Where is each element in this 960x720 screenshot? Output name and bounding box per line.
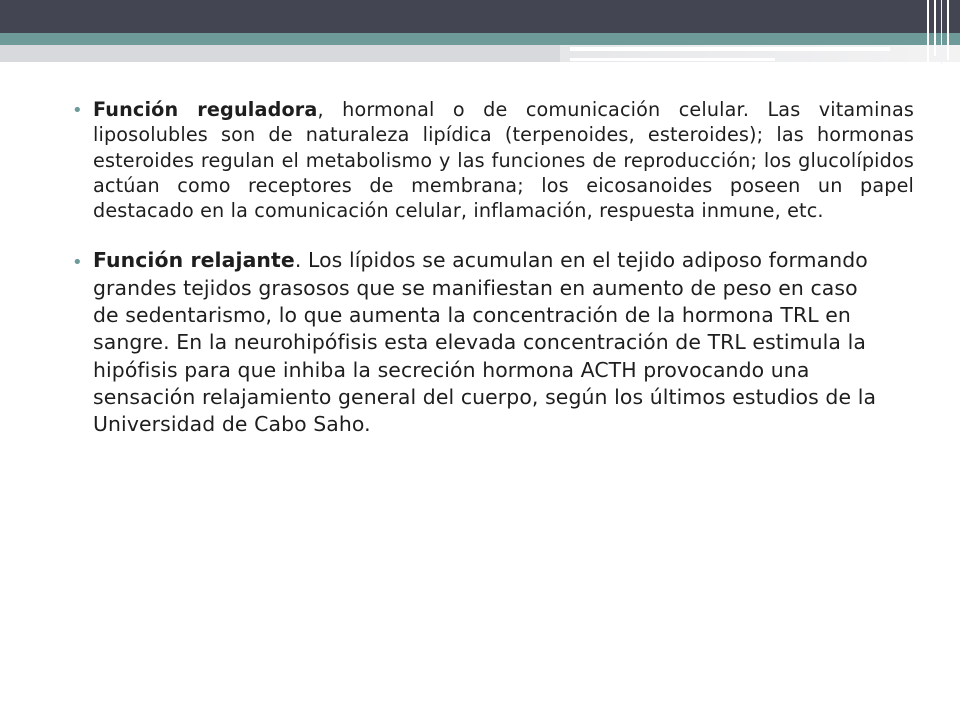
slide-body xyxy=(72,97,914,439)
item-text: , hormonal o de comunicación celular. Las vitaminas liposolubles son de naturaleza lipídica (terpenoides, esteroides); las hormonas esteroides regulan el metabolismo y las funciones de reproducción; los glucolípidos actúan como receptores de membrana; los eicosanoides poseen un papel destacado en la comunicación celular, inflamación, respuesta inmune, etc. xyxy=(93,98,914,223)
decorative-line xyxy=(941,0,942,64)
decorative-line xyxy=(927,0,929,64)
accent-band xyxy=(0,33,960,45)
header-band xyxy=(0,0,960,33)
bullet-icon: • xyxy=(72,252,83,274)
item-text: . Los lípidos se acumulan en el tejido adiposo formando grandes tejidos grasosos que se manifiestan en aumento de peso en caso de sedentarismo, lo que aumenta la concentración de la hormona TRL en sangre. En la neurohipófisis esta elevada concentración de TRL estimula la hipófisis para que inhiba la secreción hormona ACTH provocando una sensación relajamiento general del cuerpo, según los últimos estudios de la Universidad de Cabo Saho. xyxy=(93,248,877,437)
bullet-item-relaxing xyxy=(72,247,883,438)
bullet-item-regulatory xyxy=(72,97,914,223)
decorative-strip xyxy=(570,58,775,61)
decorative-line xyxy=(947,0,949,60)
item-term: Función relajante xyxy=(93,248,295,273)
bullet-icon: • xyxy=(72,100,83,121)
decorative-strip xyxy=(570,47,890,51)
item-term: Función reguladora xyxy=(93,98,318,121)
decorative-line xyxy=(934,0,936,56)
